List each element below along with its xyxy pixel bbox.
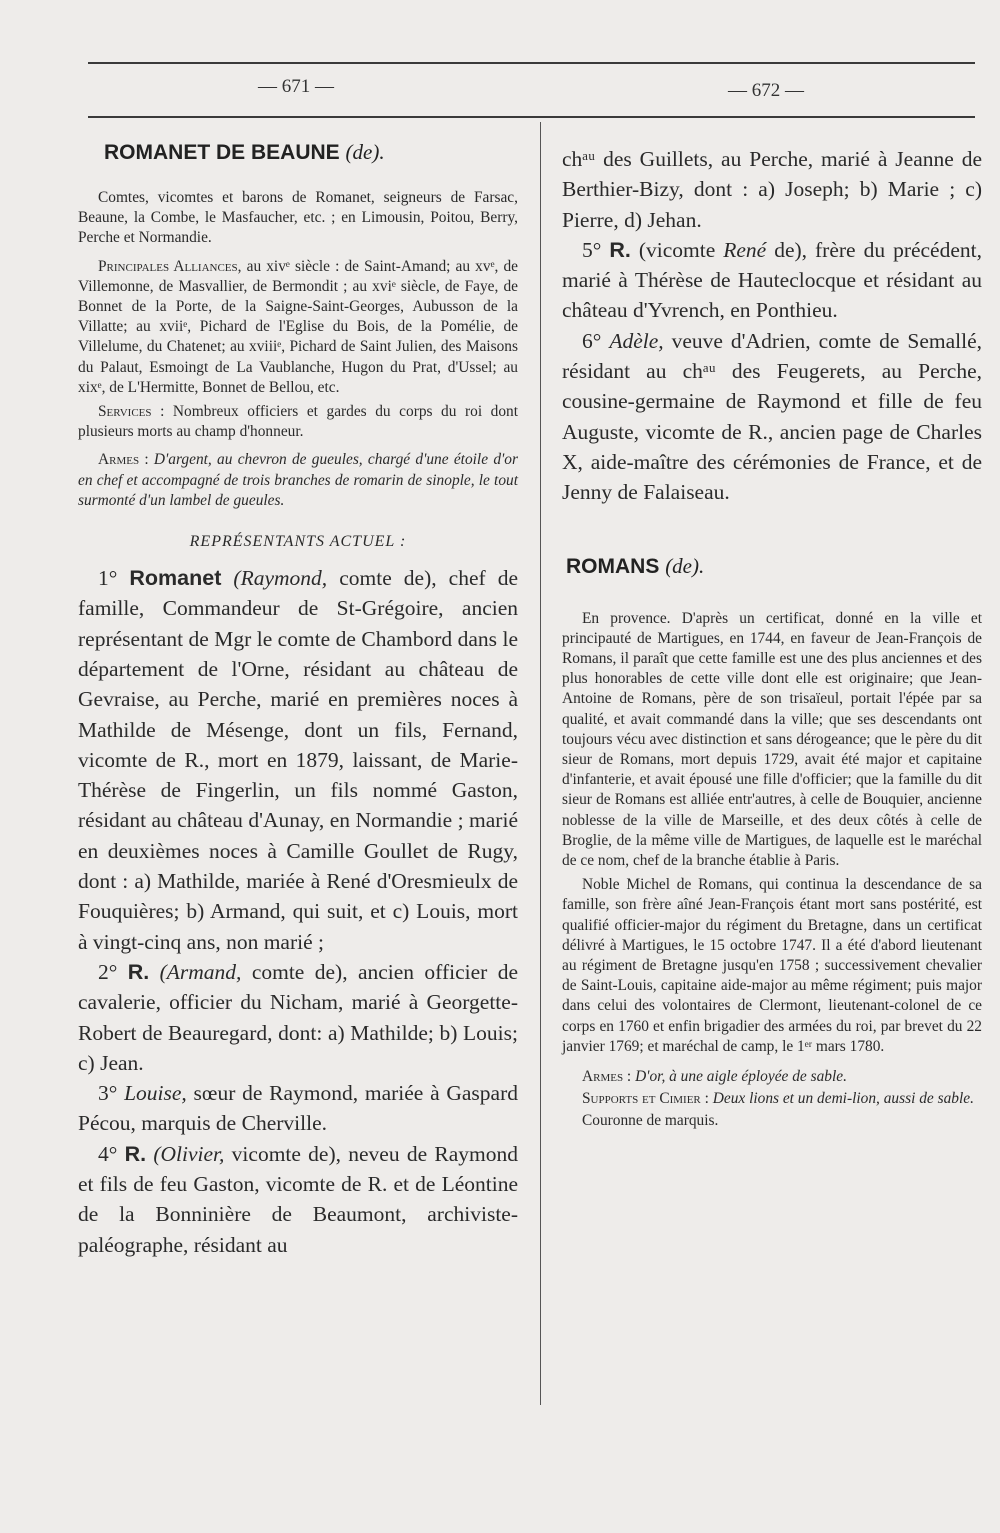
- continued-entries: [562, 144, 982, 508]
- romans-supports: Supports et Cimier : Deux lions et un demi-lion, aussi de sable.: [582, 1090, 974, 1108]
- page-number-left: — 671 —: [258, 76, 334, 97]
- services-text: Nombreux officiers et gardes du corps du roi dont plusieurs morts au champ d'honneur.: [78, 403, 519, 441]
- romans-armes: Armes : D'or, à une aigle éployée de sable.: [582, 1068, 847, 1086]
- intro-paragraph: Comtes, vicomtes et barons de Romanet, seigneurs de Farsac, Beaune, la Combe, le Masfaucher, etc. ; en Limousin, Poitou, Berry, Perche et Normandie.: [78, 189, 518, 247]
- alliances-text: au xivᵉ siècle : de Saint-Amand; au xvᵉ, de Villemonne, de Masvallier, de Bermondit ; au xviᵉ siècle, de Faye, de Bonnet de la Porte, de la Saigne-Saint-Georges, Aubusson de la Villatte; au xviiᵉ, Pichard de l'Eglise du Bois, de la Pomélie, de Villelume, du Chatenet; au xviiiᵉ, Pichard de Saint Julien, des Maisons du Palaut, Esmoingt de La Vaublanche, Hugon du Prat, d'Ussel; au xixᵉ, de L'Hermitte, Bonnet de Bellou, etc.: [78, 257, 518, 396]
- header-rule-bottom: [88, 116, 975, 118]
- list-item: 2° R. (Armand, comte de), ancien officier de cavalerie, officier du Nicham, marié à Georgette-Robert de Beauregard, dont: a) Mathilde; b) Louis; c) Jean.: [78, 959, 518, 1075]
- list-item: 5° R. (vicomte René de), frère du précédent, marié à Thérèse de Hauteclocque et résidant au château d'Yvrench, en Ponthieu.: [562, 237, 982, 323]
- alliances-paragraph: [78, 257, 518, 398]
- title-particle: (de).: [665, 553, 705, 578]
- continuation-paragraph: chᵃᵘ des Guillets, au Perche, marié à Jeanne de Berthier-Bizy, dont : a) Joseph; b) Marie ; c) Pierre, d) Jehan.: [562, 147, 982, 232]
- representants-heading: REPRÉSENTANTS ACTUEL :: [189, 533, 407, 551]
- page-number-right: — 672 —: [728, 80, 804, 101]
- armes-paragraph: [78, 450, 518, 511]
- romans-body: [562, 609, 982, 1132]
- list-item: 4° R. (Olivier, vicomte de), neveu de Raymond et fils de feu Gaston, vicomte de R. et de Léontine de la Bonninière de Beaumont, archiviste-paléographe, résidant au: [78, 1141, 518, 1257]
- title-particle: (de).: [345, 140, 385, 164]
- title-text: ROMANET DE BEAUNE: [104, 141, 340, 164]
- armes-text: D'argent, au chevron de gueules, chargé d'une étoile d'or en chef et accompagné de trois branches de romarin de sinople, le tout surmonté d'un lambel de gueules.: [78, 451, 518, 509]
- header-rule-top: [88, 62, 975, 64]
- romans-couronne: Couronne de marquis.: [582, 1112, 719, 1130]
- entry-title-romanet: [104, 140, 518, 165]
- romans-paragraph-2: Noble Michel de Romans, qui continua la descendance de sa famille, son frère aîné Jean-François étant mort sans postérité, est qualifié officier-major du régiment du Bretagne, dans un certificat délivré à Martigues, le 15 octobre 1747. Il a été d'abord lieutenant au régiment de Bretagne jusqu'en 1758 ; successivement chevalier de Saint-Louis, capitaine aide-major au même régiment; puis major dans celui des volontaires de Clermont, lieutenant-colonel de ce corps en 1760 et enfin brigadier des armées du roi, par brevet du 22 janvier 1769; et maréchal de camp, le 1ᵉʳ mars 1780.: [562, 876, 982, 1055]
- services-paragraph: [78, 402, 518, 442]
- right-column: [562, 144, 982, 1132]
- romanet-intro-block: [78, 188, 518, 511]
- alliances-label: Principales Alliances,: [98, 257, 242, 275]
- left-column: [78, 140, 518, 1260]
- column-divider: [540, 122, 541, 1405]
- services-label: Services :: [98, 403, 165, 421]
- entry-title-romans: [566, 554, 982, 579]
- list-item: 6° Adèle, veuve d'Adrien, comte de Semallé, résidant au chᵃᵘ des Feugerets, au Perche, cousine-germaine de Raymond et fille de feu Auguste, vicomte de R., ancien page de Charles X, aide-maître des cérémonies de France, et de Jenny de Falaiseau.: [562, 328, 982, 505]
- title-text: ROMANS: [566, 554, 660, 578]
- list-item: 1° Romanet (Raymond, comte de), chef de famille, Commandeur de St-Grégoire, ancien représentant de Mgr le comte de Chambord dans le département de l'Orne, résidant au château de Gevraise, au Perche, marié en premières noces à Mathilde de Mésenge, dont un fils, Fernand, vicomte de R., mort en 1879, laissant, de Marie-Thérèse de Fingerlin, un fils nommé Gaston, résidant au château d'Aunay, en Normandie ; marié en deuxièmes noces à Camille Goullet de Rugy, dont : a) Mathilde, mariée à René d'Oresmieulx de Fouquières; b) Armand, qui suit, et c) Louis, mort à vingt-cinq ans, non marié ;: [78, 566, 518, 954]
- armes-label: Armes :: [98, 451, 149, 469]
- romans-paragraph-1: En provence. D'après un certificat, donné en la ville et principauté de Martigues, en 1744, en faveur de Jean-François de Romans, il paraît que cette famille est une des plus anciennes et des plus honorables de cette ville dont elle est originaire; que Jean-Antoine de Romans, père de son trisaïeul, portait l'épée par sa qualité, et avait commandé dans la ville; que ses descendants ont toujours vécu avec distinction et sans dérogeance; que le père du dit sieur de Romans, mort depuis 1729, avait été major et capitaine d'infanterie, et avait épousé une fille d'officier; que la famille du dit sieur de Romans est alliée entr'autres, à celle de Bouquier, ancienne noblesse de la ville de Marseille, et des deux côtés à celle de Broglie, de la même ville de Martigues, de laquelle est le maréchal de ce nom, chef de la branche établie à Paris.: [562, 609, 982, 869]
- representants-list: [78, 563, 518, 1260]
- list-item: 3° Louise, sœur de Raymond, mariée à Gaspard Pécou, marquis de Cherville.: [78, 1081, 518, 1136]
